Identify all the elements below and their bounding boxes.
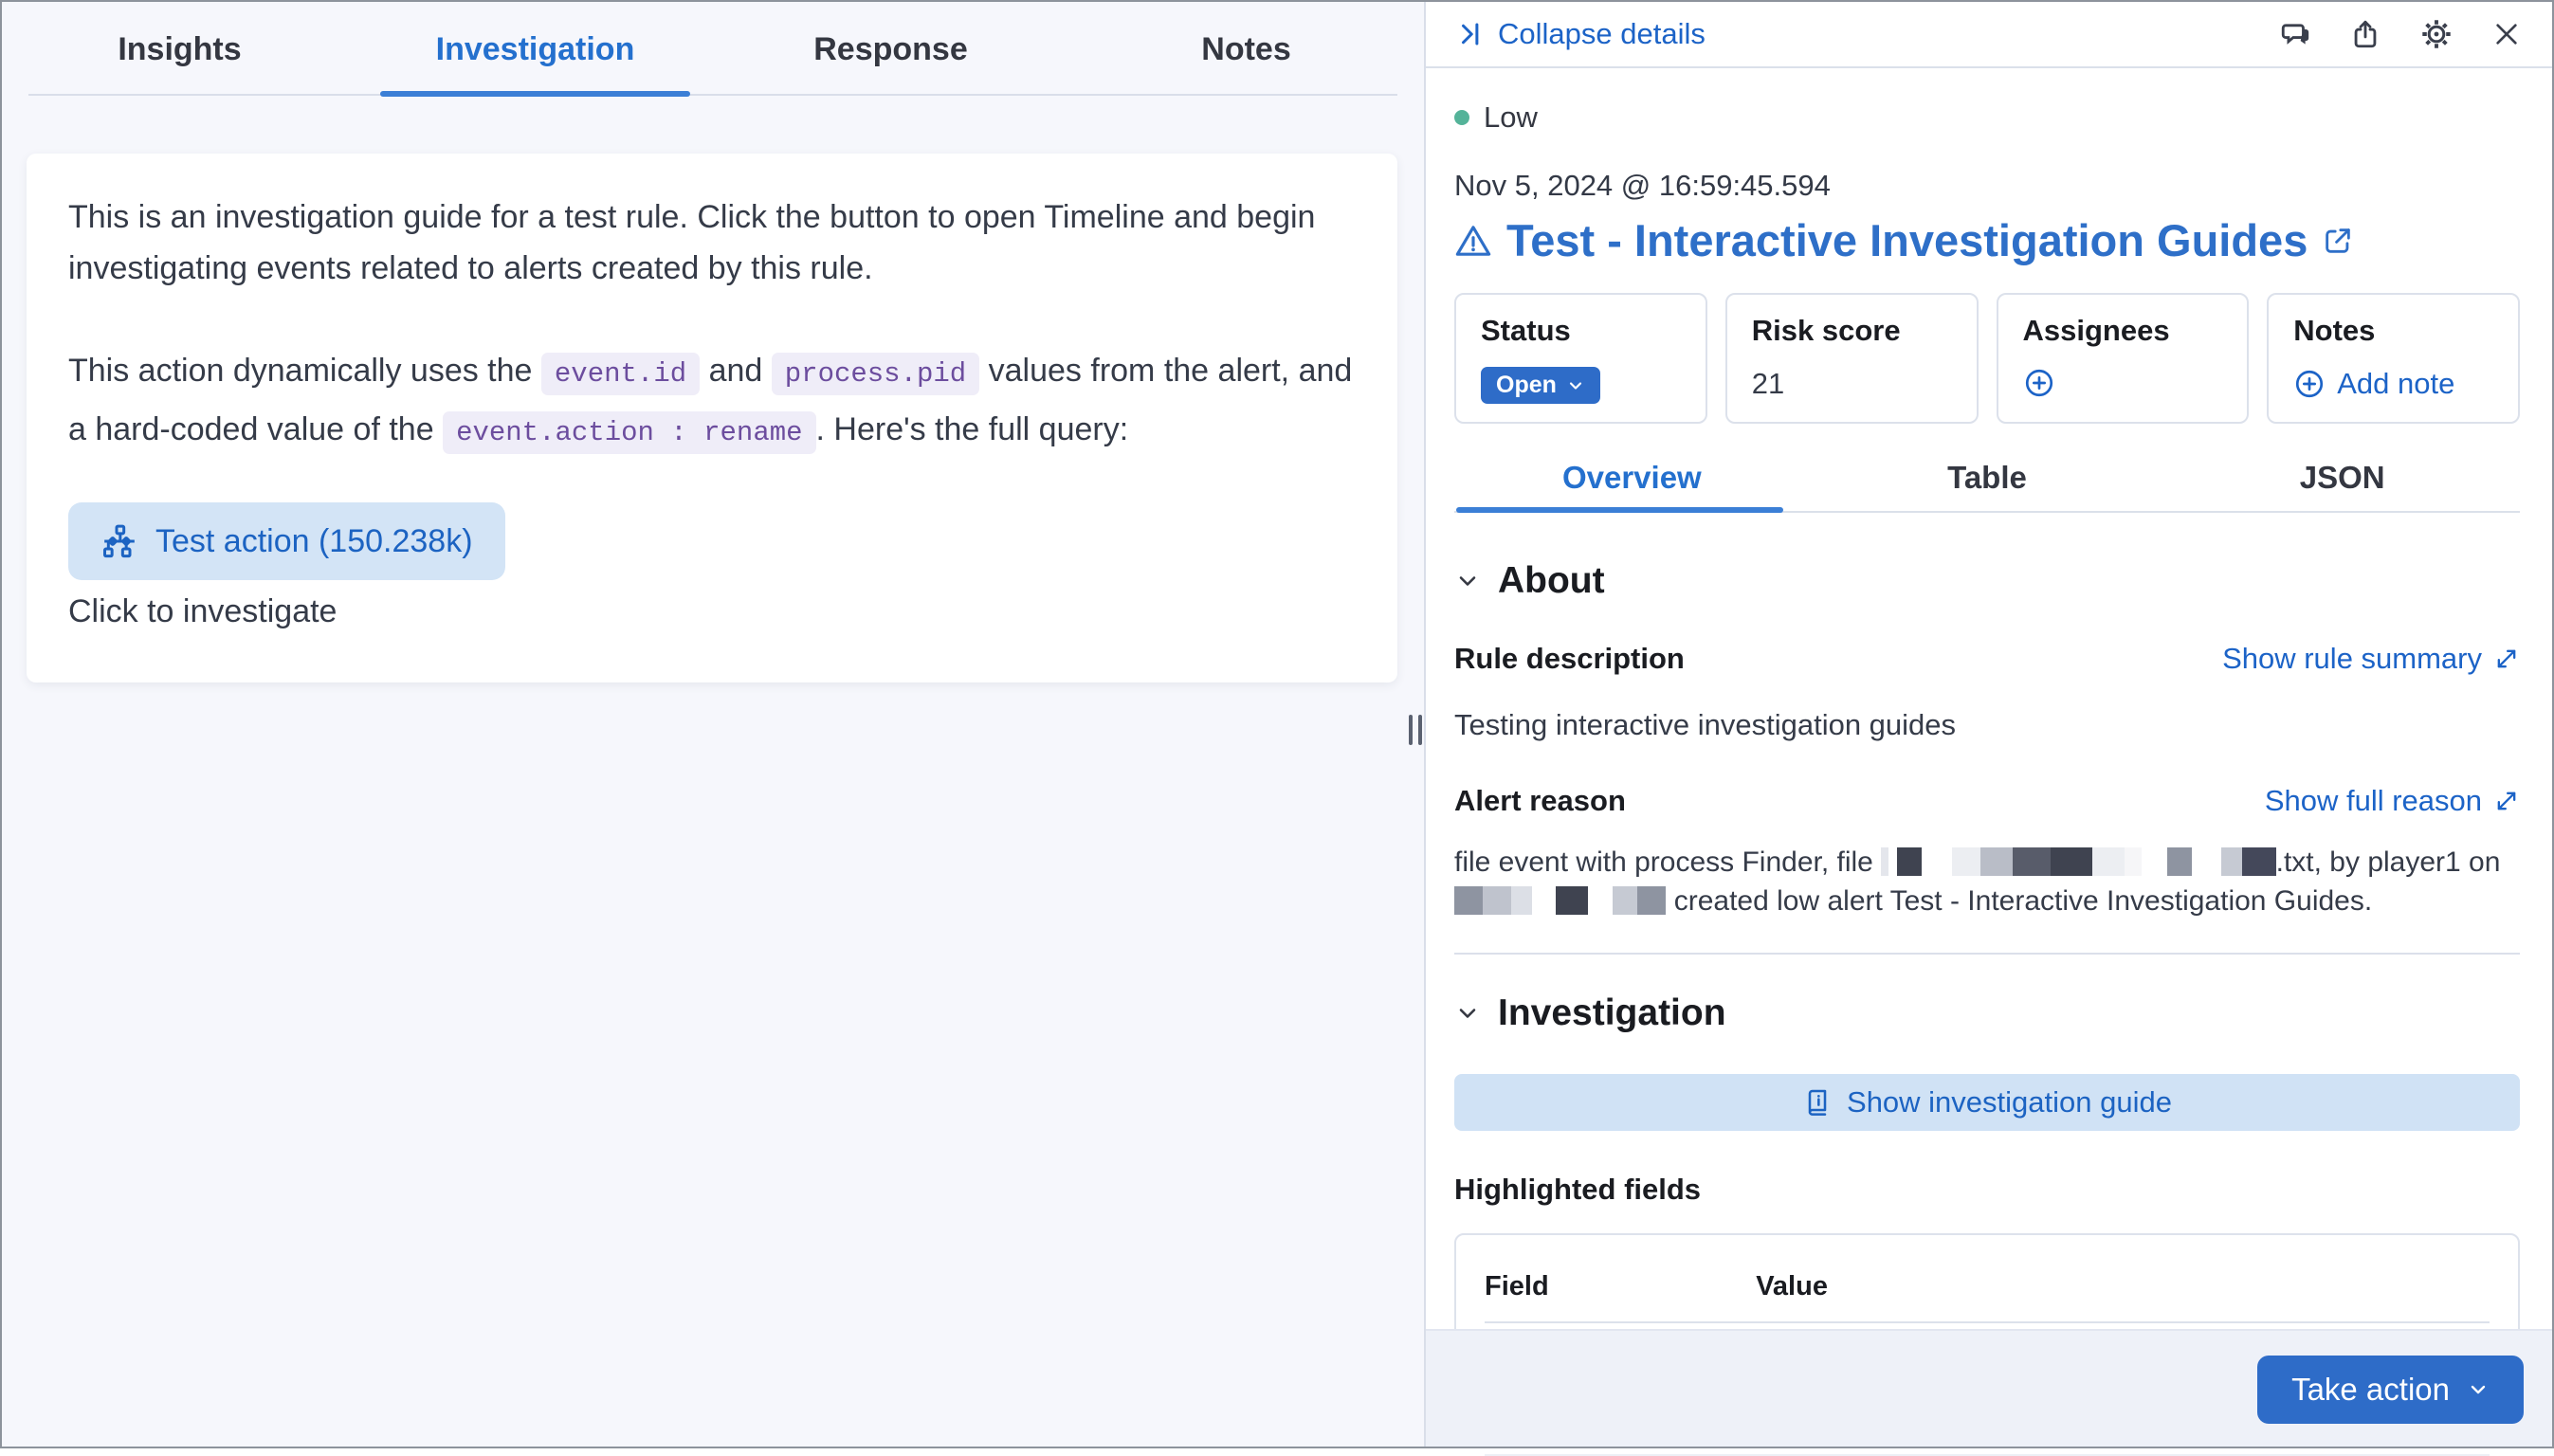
chevron-down-icon <box>1454 568 1481 594</box>
code-event-action-rename: event.action : rename <box>443 411 815 454</box>
external-link-icon[interactable] <box>2322 225 2354 257</box>
comments-icon[interactable] <box>2279 18 2311 50</box>
redacted-block <box>2221 847 2242 876</box>
flyout-header <box>1426 2 2552 68</box>
redacted-block <box>2125 847 2142 876</box>
left-tab-bar <box>2 2 1424 97</box>
field-column-header[interactable]: Field <box>1485 1271 1756 1322</box>
test-action-button[interactable] <box>68 502 505 580</box>
alert-rule-title[interactable]: Test - Interactive Investigation Guides <box>1506 215 2308 265</box>
redacted-block <box>1897 847 1922 876</box>
click-to-investigate-caption: Click to investigate <box>68 593 337 629</box>
tab-label: Response <box>813 30 968 67</box>
show-investigation-guide-button[interactable] <box>1454 1074 2520 1131</box>
investigation-section-toggle[interactable] <box>1454 992 2520 1034</box>
about-section-toggle[interactable] <box>1454 560 2520 602</box>
reason-text: file event with process Finder, file <box>1454 846 1873 878</box>
investigation-heading: Investigation <box>1498 992 1726 1033</box>
chevron-down-icon <box>1454 1000 1481 1027</box>
link-label: Show rule summary <box>2222 642 2482 675</box>
alert-details-panel <box>1424 2 2552 1447</box>
guide-text: . Here's the full query: <box>815 411 1129 447</box>
guide-text: This action dynamically uses the <box>68 353 541 389</box>
rule-description-label: Rule description <box>1454 642 1685 675</box>
tab-label: Insights <box>118 30 242 67</box>
redacted-block <box>2051 847 2092 876</box>
details-tab-bar <box>1454 443 2520 513</box>
tab-overview[interactable] <box>1454 443 1810 513</box>
rule-description-row <box>1454 642 2520 676</box>
show-full-reason-link[interactable] <box>2265 784 2520 818</box>
redacted-block <box>1511 886 1532 915</box>
share-icon[interactable] <box>2349 18 2381 50</box>
status-open-badge[interactable] <box>1481 367 1600 404</box>
show-guide-label: Show investigation guide <box>1847 1085 2172 1119</box>
take-action-button[interactable] <box>2257 1356 2524 1424</box>
book-icon <box>1802 1087 1833 1118</box>
assignees-card <box>1997 293 2250 424</box>
redacted-block <box>1613 886 1637 915</box>
flyout-body <box>1426 100 2552 1417</box>
section-divider <box>1454 953 2520 955</box>
guide-text: and <box>700 353 772 389</box>
reason-text: created low alert Test - Interactive Investigation Guides. <box>1673 885 2373 917</box>
alert-reason-row <box>1454 784 2520 818</box>
reason-text: .txt, by player1 on <box>2275 846 2501 878</box>
status-value: Open <box>1496 372 1557 398</box>
highlighted-fields-label: Highlighted fields <box>1454 1173 1702 1206</box>
chevron-down-icon <box>1566 376 1585 395</box>
expand-icon <box>2493 788 2520 814</box>
redacted-block <box>2242 847 2276 876</box>
severity-row <box>1454 100 2520 135</box>
flyout-footer <box>1426 1329 2552 1447</box>
severity-label: Low <box>1484 100 1538 134</box>
tab-json[interactable] <box>2164 443 2520 513</box>
collapse-icon <box>1456 20 1485 48</box>
expand-icon <box>2493 646 2520 672</box>
guide-paragraph-1: This is an investigation guide for a test rule. Click the button to open Timeline and begin investigating events related to alerts created by this rule. <box>68 199 1316 286</box>
redacted-block <box>1980 847 2013 876</box>
collapse-label: Collapse details <box>1498 17 1706 50</box>
chevron-down-icon <box>2467 1378 2490 1401</box>
redacted-block <box>2167 847 2192 876</box>
redacted-block <box>1483 886 1511 915</box>
redacted-block <box>2013 847 2051 876</box>
risk-score-label: Risk score <box>1751 314 1901 347</box>
redacted-block <box>1952 847 1980 876</box>
tab-table[interactable] <box>1810 443 2165 513</box>
add-assignee-button[interactable] <box>2023 367 2055 399</box>
guide-paragraph-2 <box>68 343 1356 461</box>
alert-timestamp: Nov 5, 2024 @ 16:59:45.594 <box>1454 169 1831 202</box>
tab-investigation[interactable] <box>357 2 713 97</box>
value-column-header[interactable]: Value <box>1756 1271 2490 1322</box>
alert-title-row <box>1454 214 2520 266</box>
timeline-icon <box>100 522 138 560</box>
link-label: Show full reason <box>2264 784 2482 817</box>
alert-reason-text <box>1454 843 2520 920</box>
tab-label: Table <box>1947 460 2027 495</box>
notes-card <box>2267 293 2520 424</box>
risk-score-card <box>1725 293 1979 424</box>
tab-label: Notes <box>1201 30 1291 67</box>
alert-reason-label: Alert reason <box>1454 784 1626 817</box>
redacted-block <box>1637 886 1666 915</box>
tab-notes[interactable] <box>1068 2 1424 97</box>
redacted-block <box>1454 886 1483 915</box>
collapse-details-button[interactable] <box>1456 17 1706 51</box>
show-rule-summary-link[interactable] <box>2222 642 2520 676</box>
take-action-label: Take action <box>2291 1372 2450 1407</box>
summary-cards <box>1454 293 2520 424</box>
tab-label: Investigation <box>435 30 635 67</box>
risk-score-value: 21 <box>1751 367 1785 400</box>
code-process-pid: process.pid <box>772 353 979 395</box>
redacted-block <box>1881 847 1888 876</box>
tab-insights[interactable] <box>2 2 357 97</box>
left-content-panel <box>2 2 1424 1447</box>
plus-circle-icon <box>2293 368 2326 400</box>
notes-label: Notes <box>2293 314 2376 347</box>
redacted-block <box>2092 847 2125 876</box>
active-tab-underline <box>380 91 690 97</box>
tab-label: JSON <box>2299 460 2385 495</box>
active-tab-underline <box>1456 507 1783 513</box>
panel-resize-handle[interactable] <box>1409 715 1422 745</box>
test-action-label: Test action (150.238k) <box>155 522 473 559</box>
add-note-button[interactable] <box>2293 367 2454 401</box>
redacted-block <box>1556 886 1588 915</box>
gear-icon[interactable] <box>2419 17 2454 51</box>
add-note-label: Add note <box>2337 367 2455 400</box>
header-actions <box>2279 17 2522 51</box>
severity-dot-icon <box>1454 110 1469 125</box>
warning-icon <box>1454 222 1492 260</box>
plus-circle-icon <box>2023 367 2055 399</box>
tab-label: Overview <box>1561 460 1702 495</box>
assignees-label: Assignees <box>2022 314 2170 347</box>
investigation-guide-card <box>27 154 1397 682</box>
status-card <box>1454 293 1707 424</box>
close-icon[interactable] <box>2491 19 2522 49</box>
about-heading: About <box>1498 560 1605 601</box>
code-event-id: event.id <box>541 353 700 395</box>
guide-text: values from the alert, and a hard-coded value of the <box>68 353 1353 447</box>
rule-description-text: Testing interactive investigation guides <box>1454 708 1957 741</box>
tab-response[interactable] <box>713 2 1068 97</box>
status-label: Status <box>1481 314 1571 347</box>
